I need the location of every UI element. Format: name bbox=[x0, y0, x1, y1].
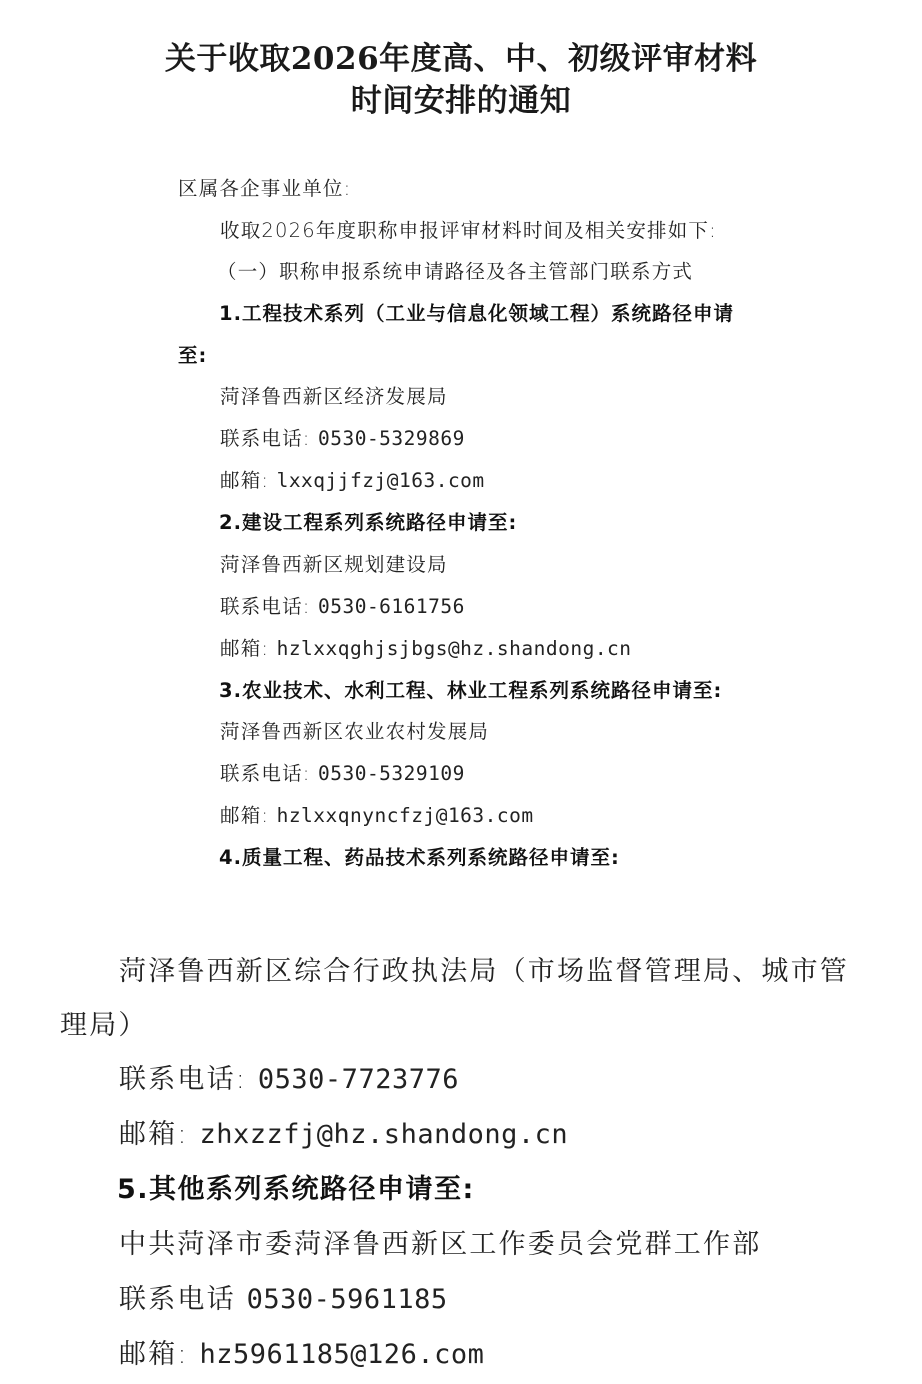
item-5-phone-row bbox=[119, 1286, 448, 1313]
email-address: hz5961185@126.com bbox=[199, 1339, 485, 1370]
item-3-department: 菏泽鲁西新区农业农村发展局 bbox=[220, 720, 490, 743]
item-3-phone-row bbox=[220, 764, 465, 784]
item-4-heading: 4.质量工程、药品技术系列系统路径申请至: bbox=[219, 846, 620, 869]
item-2-phone-row bbox=[220, 597, 465, 617]
section-1-heading: （一）职称申报系统申请路径及各主管部门联系方式 bbox=[217, 260, 694, 283]
email-label: 邮箱: bbox=[220, 637, 270, 660]
email-label: 邮箱: bbox=[220, 804, 270, 827]
item-1-heading: 1.工程技术系列（工业与信息化领域工程）系统路径申请 bbox=[219, 302, 734, 325]
item-1-email-row bbox=[220, 471, 485, 491]
item-2-email-row bbox=[220, 639, 632, 659]
document-title-line-2: 时间安排的通知 bbox=[350, 83, 572, 119]
item-5-heading: 5.其他系列系统路径申请至: bbox=[117, 1174, 475, 1205]
item-3-email-row bbox=[220, 806, 534, 826]
email-label: 邮箱: bbox=[119, 1119, 189, 1150]
phone-number: 0530-7723776 bbox=[257, 1064, 459, 1095]
item-5-department: 中共菏泽市委菏泽鲁西新区工作委员会党群工作部 bbox=[119, 1229, 762, 1260]
phone-number: 0530-5329869 bbox=[317, 427, 465, 450]
item-4-phone-row bbox=[119, 1066, 459, 1093]
document-title-line-1: 关于收取2026年度高、中、初级评审材料 bbox=[164, 41, 758, 77]
phone-label: 联系电话: bbox=[220, 762, 311, 785]
phone-label: 联系电话 bbox=[119, 1284, 236, 1315]
phone-number: 0530-5329109 bbox=[317, 762, 465, 785]
email-label: 邮箱: bbox=[119, 1339, 189, 1370]
item-1-heading-continued: 至: bbox=[178, 344, 208, 367]
phone-number: 0530-5961185 bbox=[246, 1284, 448, 1315]
salutation: 区属各企事业单位: bbox=[178, 177, 352, 200]
email-address: zhxzzfj@hz.shandong.cn bbox=[199, 1119, 569, 1150]
email-address: lxxqjjfzj@163.com bbox=[276, 469, 485, 492]
phone-number: 0530-6161756 bbox=[317, 595, 465, 618]
phone-label: 联系电话: bbox=[220, 427, 311, 450]
email-address: hzlxxqghjsjbgs@hz.shandong.cn bbox=[276, 637, 632, 660]
item-3-heading: 3.农业技术、水利工程、林业工程系列系统路径申请至: bbox=[219, 679, 723, 702]
item-1-phone-row bbox=[220, 429, 465, 449]
intro-paragraph: 收取2026年度职称申报评审材料时间及相关安排如下: bbox=[220, 219, 717, 242]
item-4-department-continued: 理局） bbox=[60, 1010, 148, 1041]
item-2-department: 菏泽鲁西新区规划建设局 bbox=[220, 553, 448, 576]
item-4-department: 菏泽鲁西新区综合行政执法局（市场监督管理局、城市管 bbox=[119, 956, 849, 987]
email-label: 邮箱: bbox=[220, 469, 270, 492]
item-2-heading: 2.建设工程系列系统路径申请至: bbox=[219, 511, 518, 534]
item-1-department: 菏泽鲁西新区经济发展局 bbox=[220, 385, 448, 408]
item-4-email-row bbox=[119, 1121, 568, 1148]
email-address: hzlxxqnyncfzj@163.com bbox=[276, 804, 534, 827]
phone-label: 联系电话: bbox=[220, 595, 311, 618]
phone-label: 联系电话: bbox=[119, 1064, 248, 1095]
item-5-email-row bbox=[119, 1341, 484, 1368]
